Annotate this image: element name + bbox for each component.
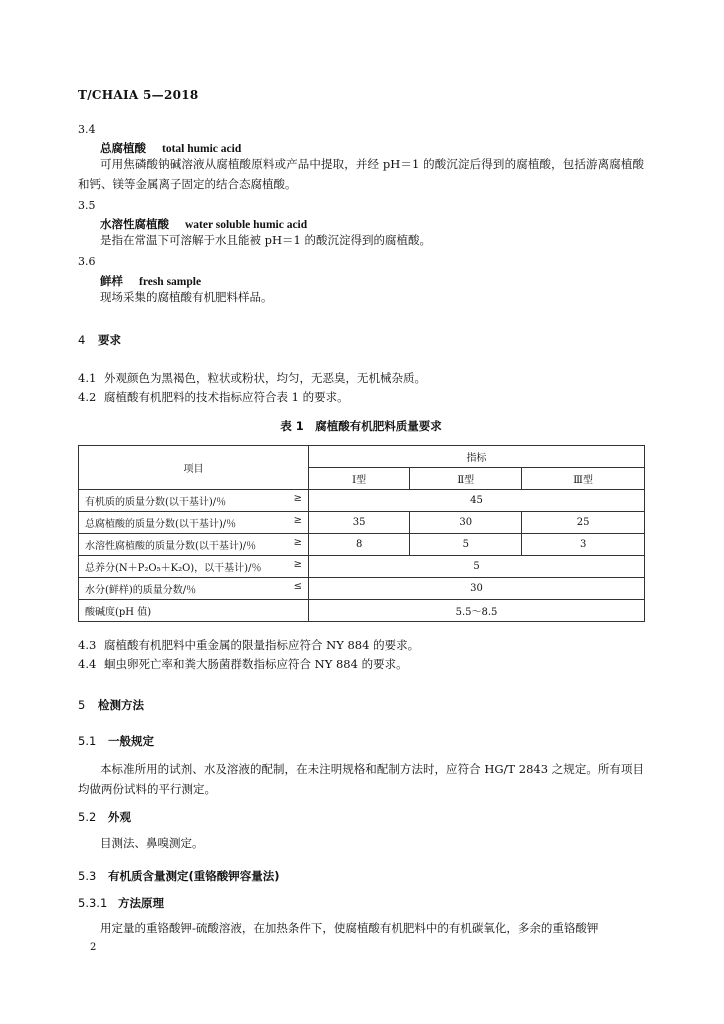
row-value-type-3: 3 bbox=[522, 534, 645, 556]
row-label bbox=[79, 534, 309, 556]
row-item: 酸碱度(pH 值) bbox=[85, 607, 152, 618]
section-title: 检测方法 bbox=[98, 698, 144, 712]
row-value-type-1: 35 bbox=[309, 512, 410, 534]
row-label bbox=[79, 556, 309, 578]
clause-text: 腐植酸有机肥料中重金属的限量指标应符合 NY 884 的要求。 bbox=[104, 638, 420, 652]
comparison-symbol: ≥ bbox=[293, 537, 302, 548]
row-item: 总腐植酸的质量分数(以干基计)/％ bbox=[85, 519, 237, 530]
page-number: 2 bbox=[90, 942, 97, 953]
term-en: total humic acid bbox=[162, 143, 242, 155]
clause-5-3-1-text: 用定量的重铬酸钾-硫酸溶液，在加热条件下，使腐植酸有机肥料中的有机碳氧化，多余的重铬酸钾 bbox=[100, 921, 599, 935]
term-number-3-4: 3.4 bbox=[78, 123, 96, 136]
section-number: 5.1 bbox=[78, 734, 97, 748]
comparison-symbol: ≤ bbox=[293, 581, 302, 592]
term-title-3-4 bbox=[100, 140, 241, 156]
term-number-3-6: 3.6 bbox=[78, 255, 96, 268]
quality-requirements-table bbox=[78, 445, 645, 622]
table-row bbox=[79, 534, 645, 556]
section-5-3-1-heading bbox=[78, 895, 164, 911]
clause-number: 4.3 bbox=[78, 638, 97, 652]
term-en: water soluble humic acid bbox=[185, 219, 308, 231]
section-number: 4 bbox=[78, 333, 86, 347]
comparison-symbol: ≥ bbox=[293, 493, 302, 504]
comparison-symbol: ≥ bbox=[293, 515, 302, 526]
term-definition-3-5: 是指在常温下可溶解于水且能被 pH＝1 的酸沉淀得到的腐植酸。 bbox=[100, 233, 432, 247]
term-title-3-6 bbox=[100, 273, 201, 289]
term-en: fresh sample bbox=[139, 276, 202, 288]
term-definition-3-6: 现场采集的腐植酸有机肥料样品。 bbox=[100, 290, 273, 304]
section-number: 5.2 bbox=[78, 810, 97, 824]
row-item: 水分(鲜样)的质量分数/％ bbox=[85, 585, 197, 596]
clause-4-4 bbox=[78, 656, 408, 672]
row-value-type-2: 5 bbox=[410, 534, 522, 556]
term-definition-3-4: 可用焦磷酸钠碱溶液从腐植酸原料或产品中提取，并经 pH＝1 的酸沉淀后得到的腐植酸，包括游离腐植酸和钙、镁等金属离子固定的结合态腐植酸。 bbox=[78, 157, 644, 191]
row-value: 5 bbox=[309, 556, 645, 578]
clause-4-3 bbox=[78, 637, 419, 653]
clause-number: 4.4 bbox=[78, 657, 97, 671]
row-value: 5.5～8.5 bbox=[309, 600, 645, 622]
row-value-type-3: 25 bbox=[522, 512, 645, 534]
term-zh: 鲜样 bbox=[100, 274, 123, 288]
term-title-3-5 bbox=[100, 216, 307, 232]
section-5-2-heading bbox=[78, 809, 131, 825]
clause-4-1 bbox=[78, 370, 426, 386]
section-title: 方法原理 bbox=[118, 896, 164, 910]
row-value-type-1: 8 bbox=[309, 534, 410, 556]
clause-5-1-text: 本标准所用的试剂、水及溶液的配制，在未注明规格和配制方法时，应符合 HG/T 2843 之规定。所有项目均做两份试料的平行测定。 bbox=[78, 762, 644, 796]
section-title: 外观 bbox=[108, 810, 131, 824]
row-value: 30 bbox=[309, 578, 645, 600]
table-row bbox=[79, 600, 645, 622]
term-number-3-5: 3.5 bbox=[78, 199, 96, 212]
row-item: 总养分(N＋P₂O₅＋K₂O)，以干基计)/％ bbox=[85, 563, 262, 574]
section-title: 有机质含量测定(重铬酸钾容量法) bbox=[108, 869, 280, 883]
clause-text: 腐植酸有机肥料的技术指标应符合表 1 的要求。 bbox=[104, 390, 349, 404]
section-5-1-heading bbox=[78, 733, 154, 749]
table-row bbox=[79, 578, 645, 600]
header-index: 指标 bbox=[309, 446, 645, 468]
header-item: 项目 bbox=[79, 446, 309, 490]
table-header-row bbox=[79, 446, 645, 468]
section-4-heading bbox=[78, 332, 121, 348]
clause-text: 蛔虫卵死亡率和粪大肠菌群数指标应符合 NY 884 的要求。 bbox=[104, 657, 408, 671]
row-label bbox=[79, 578, 309, 600]
clause-4-2 bbox=[78, 389, 349, 405]
row-item: 水溶性腐植酸的质量分数(以干基计)/％ bbox=[85, 541, 257, 552]
row-label bbox=[79, 600, 309, 622]
term-zh: 水溶性腐植酸 bbox=[100, 217, 169, 231]
table-row bbox=[79, 490, 645, 512]
header-type-1: Ⅰ型 bbox=[309, 468, 410, 490]
clause-text: 外观颜色为黑褐色，粒状或粉状，均匀，无恶臭，无机械杂质。 bbox=[104, 371, 426, 385]
comparison-symbol: ≥ bbox=[293, 559, 302, 570]
header-type-2: Ⅱ型 bbox=[410, 468, 522, 490]
row-label bbox=[79, 490, 309, 512]
table-row bbox=[79, 556, 645, 578]
section-5-heading bbox=[78, 697, 144, 713]
section-number: 5 bbox=[78, 698, 86, 712]
clause-number: 4.2 bbox=[78, 390, 97, 404]
section-title: 一般规定 bbox=[108, 734, 154, 748]
header-type-3: Ⅲ型 bbox=[522, 468, 645, 490]
section-number: 5.3 bbox=[78, 869, 97, 883]
table-caption: 表 1 腐植酸有机肥料质量要求 bbox=[280, 419, 442, 433]
row-item: 有机质的质量分数(以干基计)/％ bbox=[85, 497, 227, 508]
clause-5-2-text: 目测法、鼻嗅测定。 bbox=[100, 836, 204, 850]
term-zh: 总腐植酸 bbox=[100, 141, 146, 155]
clause-number: 4.1 bbox=[78, 371, 97, 385]
document-code: T/CHAIA 5—2018 bbox=[78, 88, 199, 102]
table-row bbox=[79, 512, 645, 534]
row-value: 45 bbox=[309, 490, 645, 512]
section-title: 要求 bbox=[98, 333, 121, 347]
row-label bbox=[79, 512, 309, 534]
row-value-type-2: 30 bbox=[410, 512, 522, 534]
section-5-3-heading bbox=[78, 868, 280, 884]
section-number: 5.3.1 bbox=[78, 896, 108, 910]
